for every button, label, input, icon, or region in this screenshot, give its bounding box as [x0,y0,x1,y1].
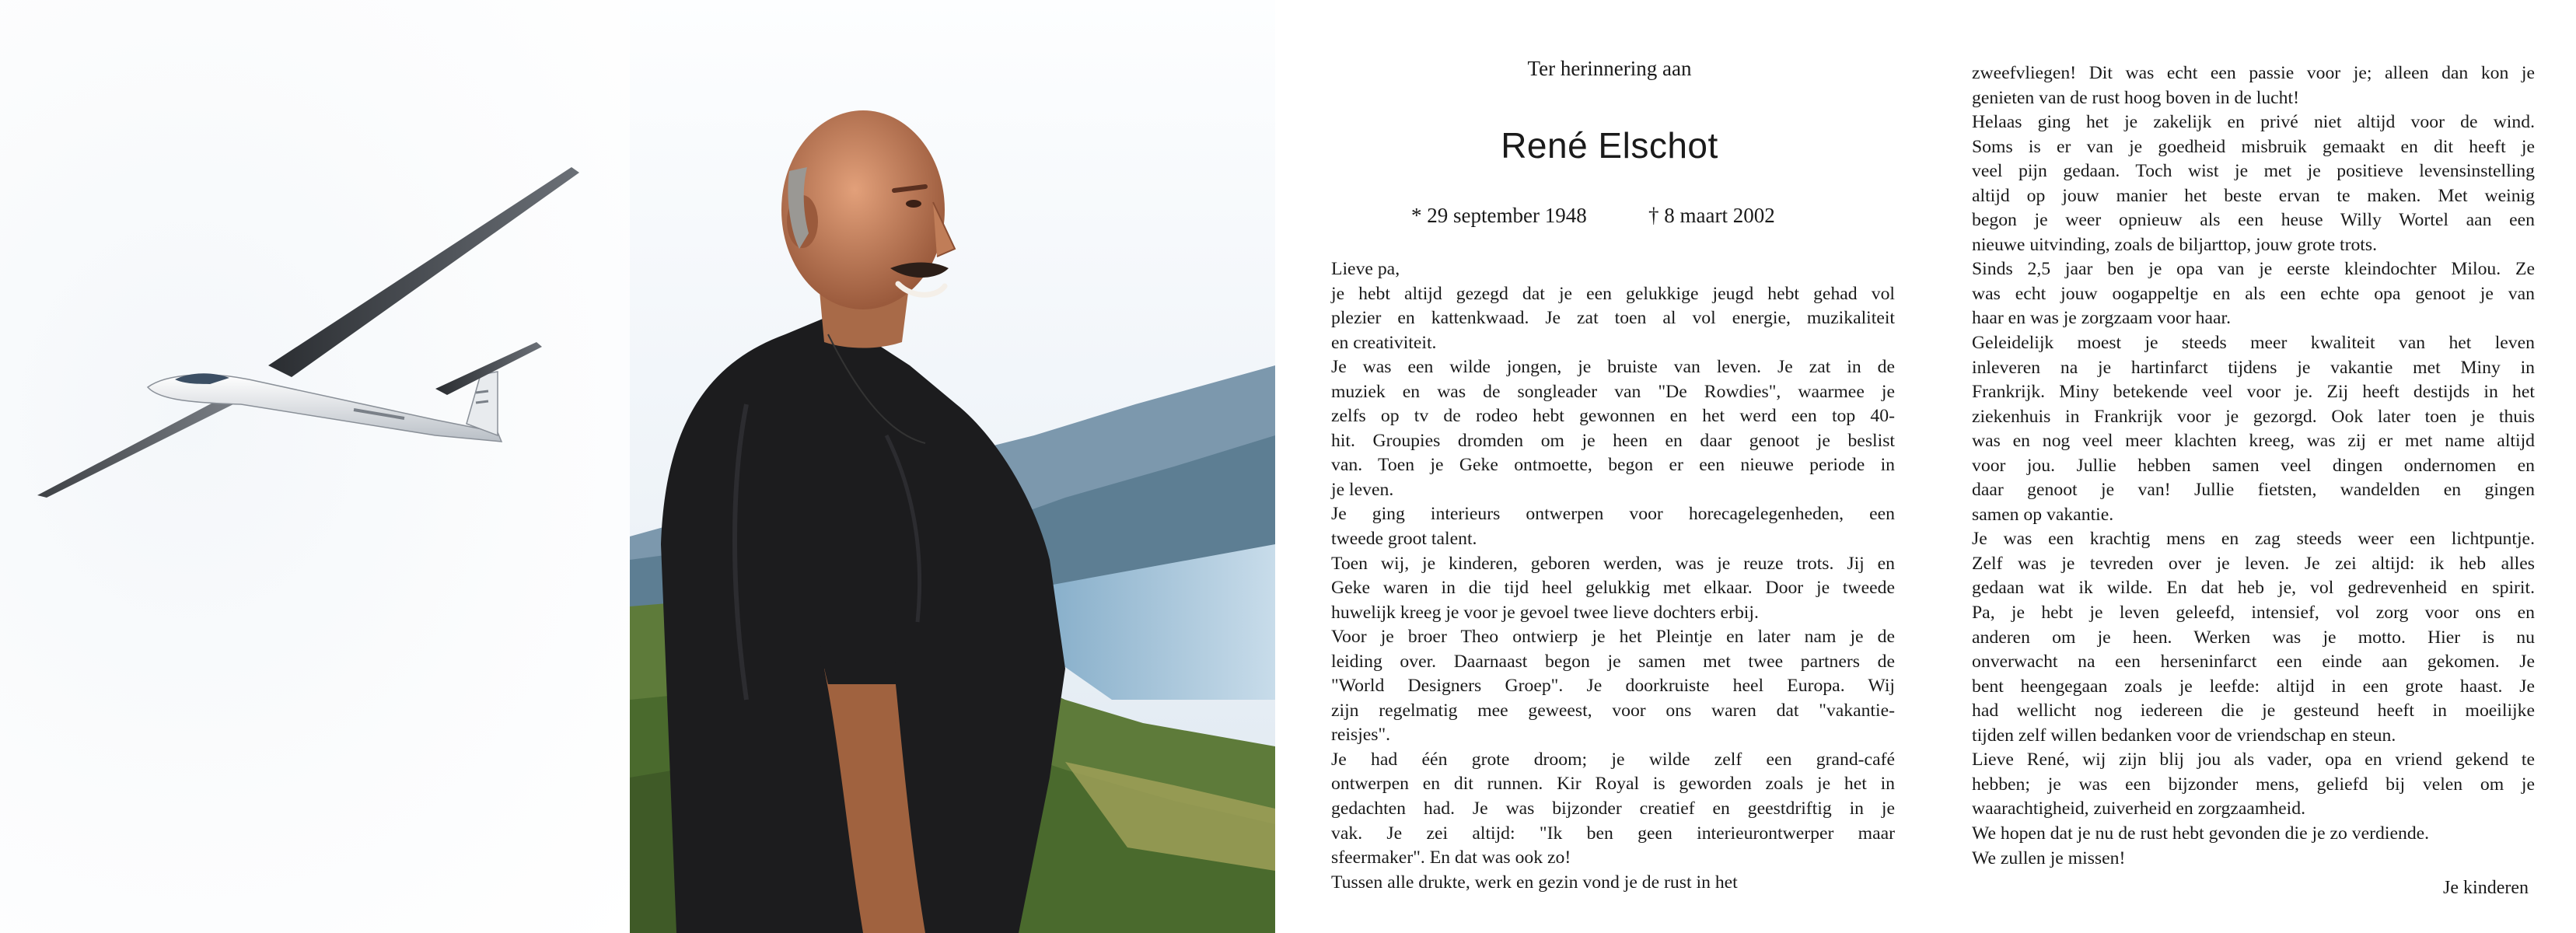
text-line: "World Designers Groep". Je doorkruiste heel Europa. Wij [1331,676,1895,697]
death-date: † 8 maart 2002 [1648,204,1775,227]
text-line: Je was een krachtig mens en zag steeds weer een lichtpuntje. [1972,529,2535,550]
text-line: had wellicht nog iedereen die je gesteund heeft in moeilijke [1972,701,2535,722]
memorial-intro: Ter herinnering aan [1527,57,1692,80]
text-line: begon je weer opnieuw als een heuse Willy Wortel aan een [1972,210,2535,231]
text-line: Je ging interieurs ontwerpen voor horecagelegenheden, een [1331,504,1895,525]
text-line: Sinds 2,5 jaar ben je opa van je eerste kleindochter Milou. Ze [1972,259,2535,280]
text-line: veel pijn gedaan. Toch wist je met je positieve levensinstelling [1972,161,2535,182]
text-line: Soms is er van je goedheid misbruik gemaakt en dit heeft je [1972,136,2535,157]
text-line: haar en was je zorgzaam voor haar. [1972,308,2232,329]
text-line: tweede groot talent. [1331,529,1477,550]
text-line: ziekenhuis in Frankrijk voor je gezorgd. Ook later toen je thuis [1972,406,2535,427]
text-line: Geleidelijk moest je steeds meer kwaliteit van het leven [1972,333,2535,354]
text-line: je leven. [1331,479,1394,500]
text-line: plezier en kattenkwaad. Je zat toen al vol energie, muzikaliteit [1331,308,1895,329]
text-line: Toen wij, je kinderen, geboren werden, was je reuze trots. Jij en [1331,553,1895,574]
text-line: Lieve René, wij zijn blij jou als vader, opa en vriend gekend te [1972,750,2535,771]
text-line: anderen om je heen. Werken was je motto. Hier is nu [1972,627,2535,648]
text-line: We zullen je missen! [1972,847,2126,868]
text-line: Je was een wilde jongen, je bruiste van leven. Je zat in de [1331,357,1895,378]
text-line: Zelf was je tevreden over je leven. Je zei altijd: ik heb alles [1972,553,2535,574]
text-line: nieuwe uitvinding, zoals de biljarttop, jouw grote trots. [1972,234,2378,255]
text-line: muziek en was de songleader van "De Rowdies", waarmee je [1331,381,1895,402]
text-line: huwelijk kreeg je voor je gevoel twee lieve dochters erbij. [1331,602,1759,623]
text-line: Je had één grote droom; je wilde zelf een grand-café [1331,749,1895,770]
text-line: tijden zelf willen bedanken voor de vriendschap en steun. [1972,725,2396,746]
text-line: was en nog veel meer klachten kreeg, was zij er met name altijd [1972,431,2535,452]
text-line: Tussen alle drukte, werk en gezin vond je de rust in het [1331,872,1738,893]
text-line: hebben; je was een bijzonder mens, geliefd bij velen om je [1972,774,2535,795]
tribute-text-part-1 [1331,257,1895,895]
glider-illustration [0,0,630,933]
text-line: gedachten had. Je was bijzonder creatief en geestdriftig in je [1331,798,1895,819]
text-line: altijd op jouw manier het beste ervan te maken. Met weinig [1972,185,2535,206]
text-line: vak. Je zei altijd: "Ik ben geen interieurontwerper maar [1331,823,1895,844]
text-line: hit. Groupies dromden om je heen en daar genoot je beslist [1331,430,1895,451]
deceased-name: René Elschot [1501,125,1718,166]
text-line: Geke waren in die tijd heel gelukkig met elkaar. Door je tweede [1331,578,1895,599]
text-line: reisjes". [1331,725,1391,746]
text-line: daar genoot je van! Jullie fietsten, wandelden en gingen [1972,480,2535,501]
birth-date: * 29 september 1948 [1411,204,1587,227]
text-line: Helaas ging het je zakelijk en privé niet altijd voor de wind. [1972,112,2535,133]
text-line: zijn regelmatig mee geweest, voor ons waren dat "vakantie- [1331,700,1895,721]
text-line: samen op vakantie. [1972,504,2114,525]
portrait-photo [630,0,1275,933]
text-line: genieten van de rust hoog boven in de lucht! [1972,87,2299,108]
text-line: waarachtigheid, zuiverheid en zorgzaamheid. [1972,798,2306,819]
text-line: was echt jouw oogappeltje en als een echte opa genoot je van [1972,283,2535,304]
back-text-column [1972,0,2535,933]
text-line: Frankrijk. Miny betekende veel voor je. Zij heeft destijds in het [1972,382,2535,403]
text-line: je hebt altijd gezegd dat je een gelukkige jeugd hebt gehad vol [1331,283,1895,304]
text-line: bent heengegaan zoals je leefde: altijd in een grote haast. Je [1972,676,2535,697]
text-line: We hopen dat je nu de rust hebt gevonden die je zo verdiende. [1972,823,2430,844]
text-line: zelfs op tv de rodeo hebt gewonnen en het werd een top 40- [1331,406,1895,427]
text-line: onverwacht na een herseninfarct een einde aan gekomen. Je [1972,652,2535,673]
text-line: Pa, je hebt je leven geleefd, intensief, vol zorg voor ons en [1972,603,2535,624]
text-line: en creativiteit. [1331,332,1437,353]
text-line: voor jou. Jullie hebben samen veel dingen ondernomen en [1972,455,2535,476]
text-line: inleveren na je hartinfarct tijdens je vakantie met Miny in [1972,357,2535,378]
glider-photo [0,0,630,933]
signature: Je kinderen [2443,878,2529,898]
text-line: leiding over. Daarnaast begon je samen met twee partners de [1331,651,1895,672]
text-line: Lieve pa, [1331,259,1400,279]
text-line: Voor je broer Theo ontwierp je het Pleintje en later nam je de [1331,627,1895,648]
text-line: gedaan wat ik wilde. En dat heb je, vol gedrevenheid en spirit. [1972,578,2535,599]
portrait-illustration [630,0,1275,933]
tribute-text-part-2 [1972,61,2535,871]
text-line: van. Toen je Geke ontmoette, begon er een nieuwe periode in [1331,455,1895,476]
text-line: sfeermaker". En dat was ook zo! [1331,847,1571,868]
text-line: zweefvliegen! Dit was echt een passie voor je; alleen dan kon je [1972,63,2535,83]
front-text-column [1322,0,1897,933]
text-line: ontwerpen en dit runnen. Kir Royal is geworden zoals je het in [1331,774,1895,795]
